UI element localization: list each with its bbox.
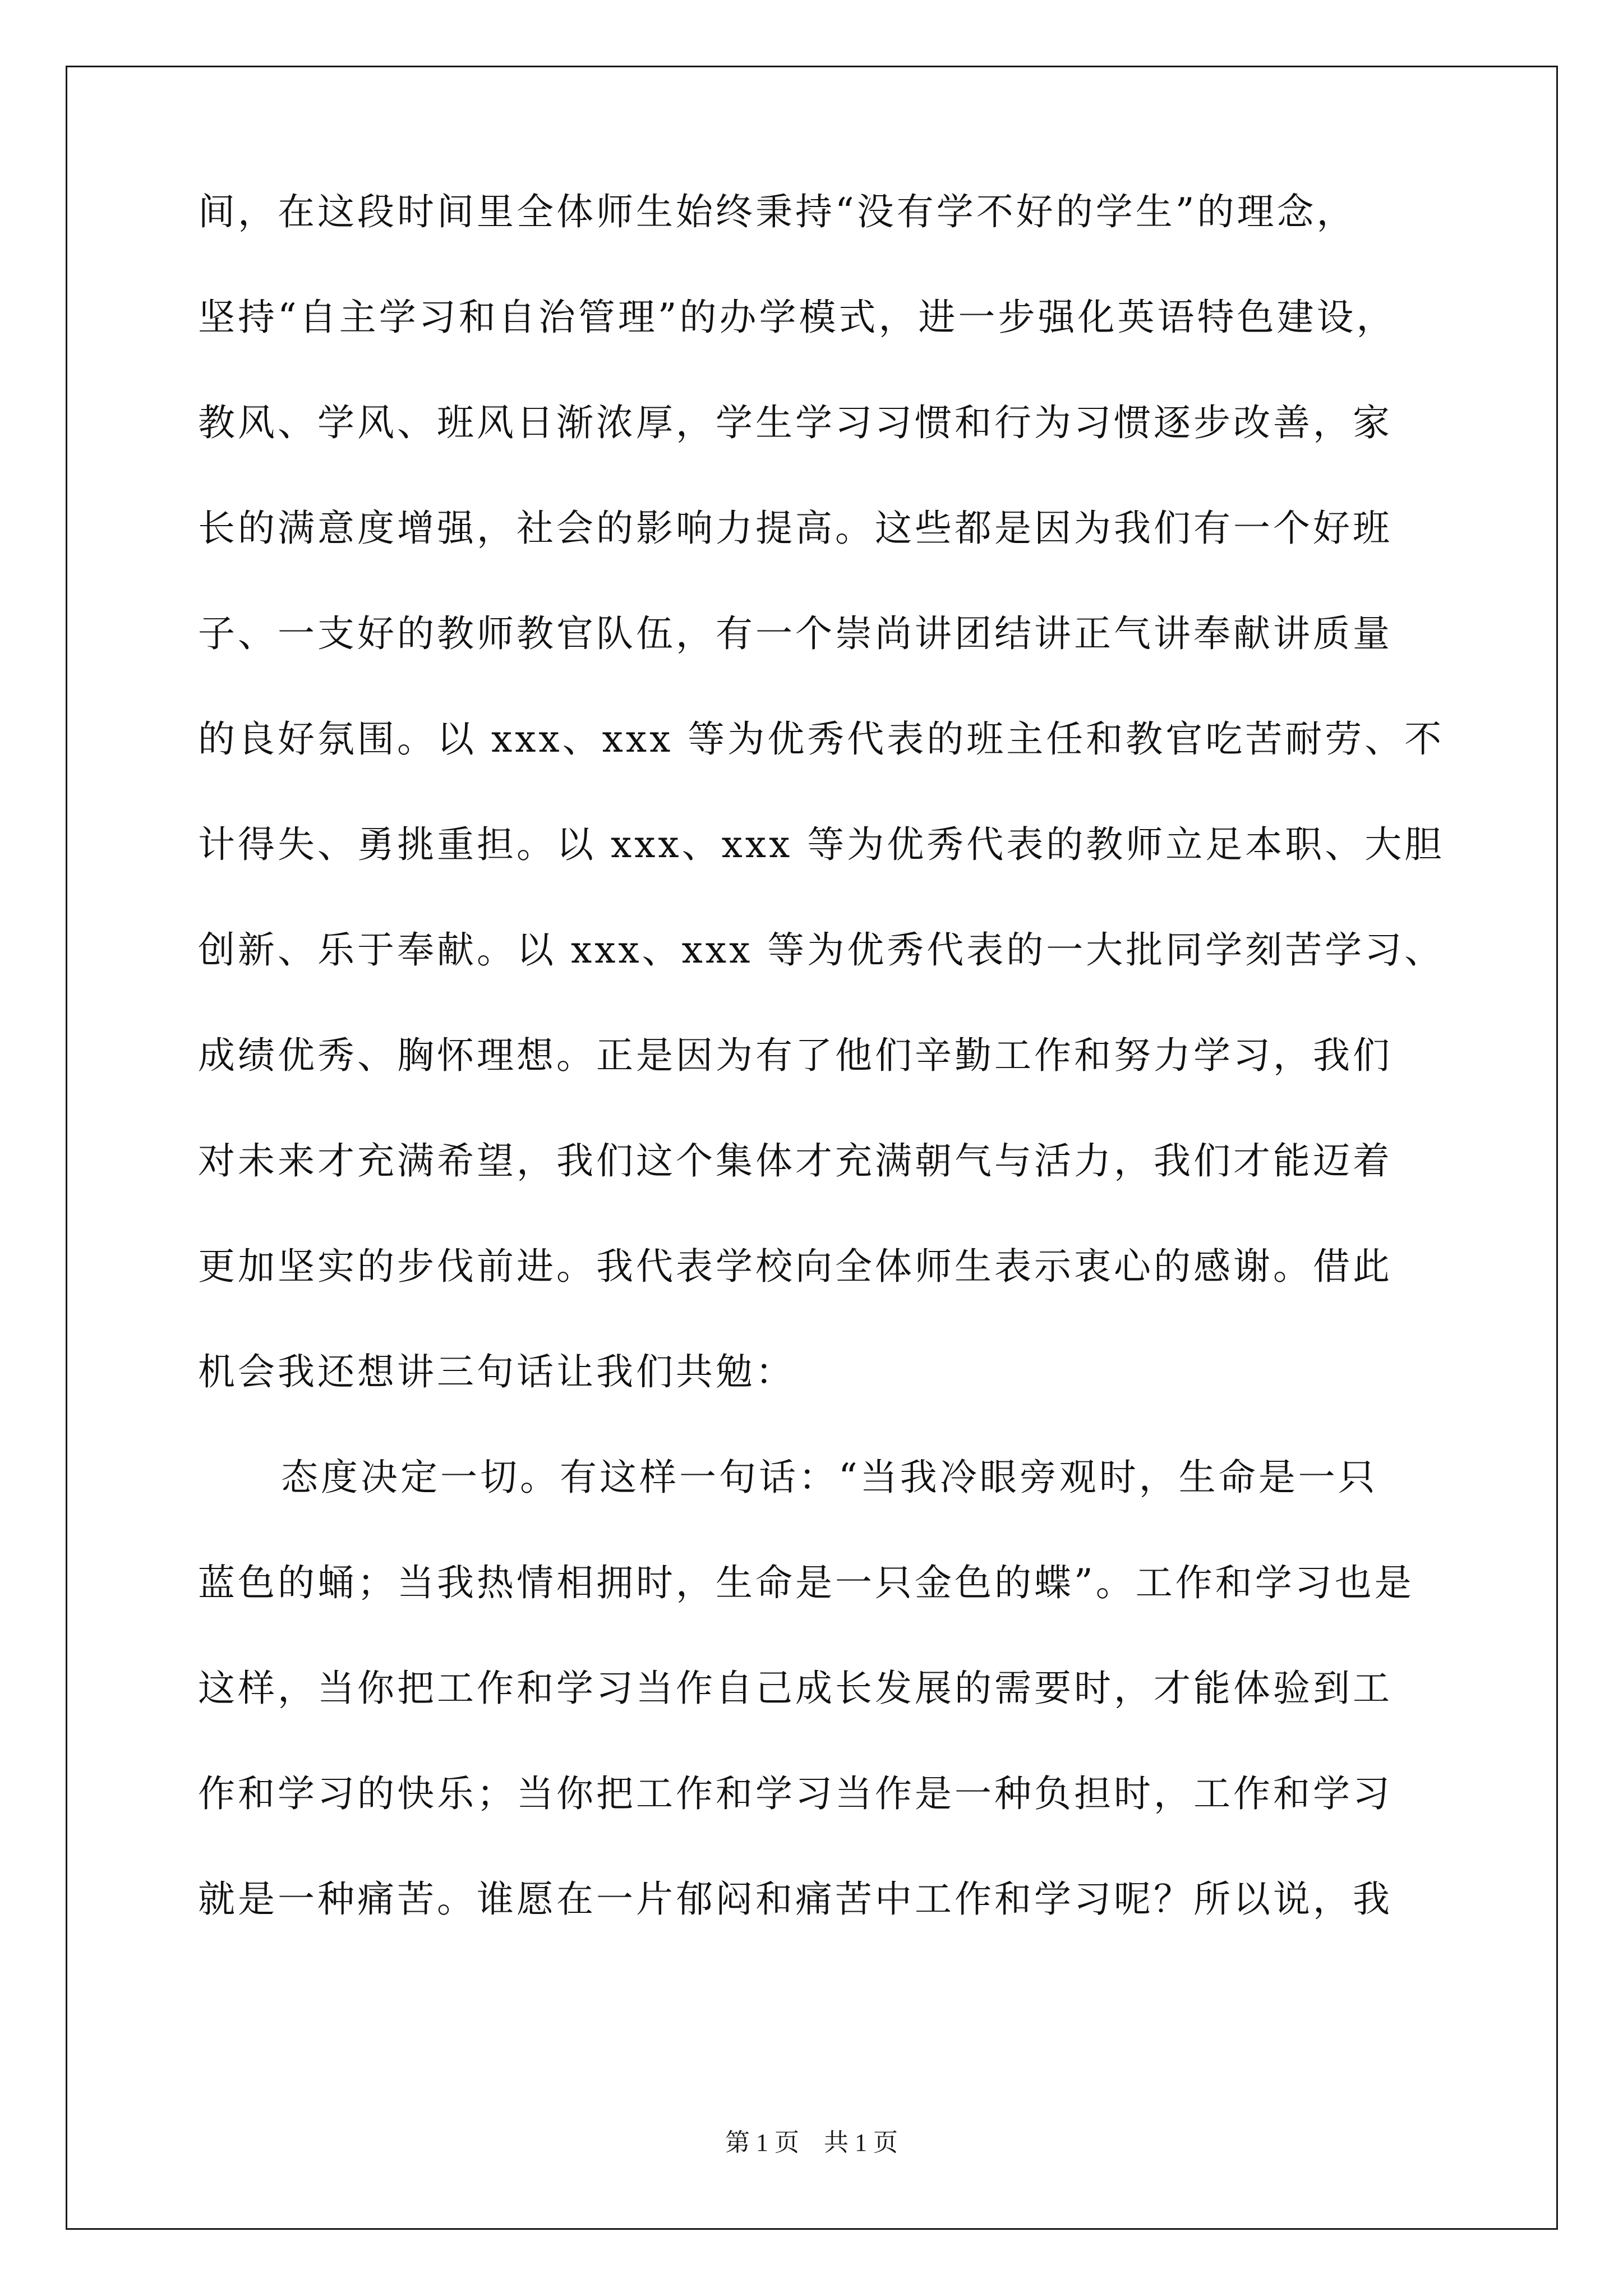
text-line: 就是一种痛苦。谁愿在一片郁闷和痛苦中工作和学习呢？所以说，我 (198, 1878, 1393, 1921)
text-line: 长的满意度增强，社会的影响力提高。这些都是因为我们有一个好班 (198, 507, 1393, 550)
text-line: 创新、乐于奉献。以 xxx、xxx 等为优秀代表的一大批同学刻苦学习、 (198, 928, 1445, 972)
text-line: 计得失、勇挑重担。以 xxx、xxx 等为优秀代表的教师立足本职、大胆 (198, 823, 1445, 866)
text-line: 蓝色的蛹；当我热情相拥时，生命是一只金色的蝶”。工作和学习也是 (198, 1561, 1414, 1604)
text-line: 教风、学风、班风日渐浓厚，学生学习习惯和行为习惯逐步改善，家 (198, 401, 1393, 444)
text-line: 机会我还想讲三句话让我们共勉： (198, 1350, 795, 1393)
text-line: 对未来才充满希望，我们这个集体才充满朝气与活力，我们才能迈着 (198, 1139, 1393, 1182)
text-line: 作和学习的快乐；当你把工作和学习当作是一种负担时，工作和学习 (198, 1772, 1393, 1815)
page-number-total: 共 1 页 (824, 2129, 898, 2156)
text-line: 的良好氛围。以 xxx、xxx 等为优秀代表的班主任和教官吃苦耐劳、不 (198, 717, 1445, 761)
document-body (198, 178, 1445, 1971)
page-footer (0, 2126, 1623, 2160)
paragraph-first-line: 态度决定一切。有这样一句话：“当我冷眼旁观时，生命是一只 (281, 1456, 1378, 1499)
page-number-current: 第 1 页 (725, 2129, 799, 2156)
text-line: 更加坚实的步伐前进。我代表学校向全体师生表示衷心的感谢。借此 (198, 1245, 1393, 1288)
text-line: 子、一支好的教师教官队伍，有一个崇尚讲团结讲正气讲奉献讲质量 (198, 612, 1393, 655)
text-line: 这样，当你把工作和学习当作自己成长发展的需要时，才能体验到工 (198, 1667, 1393, 1710)
text-line: 间，在这段时间里全体师生始终秉持“没有学不好的学生”的理念， (198, 190, 1357, 233)
text-line: 坚持“自主学习和自治管理”的办学模式，进一步强化英语特色建设， (198, 296, 1396, 339)
text-line: 成绩优秀、胸怀理想。正是因为有了他们辛勤工作和努力学习，我们 (198, 1034, 1393, 1077)
